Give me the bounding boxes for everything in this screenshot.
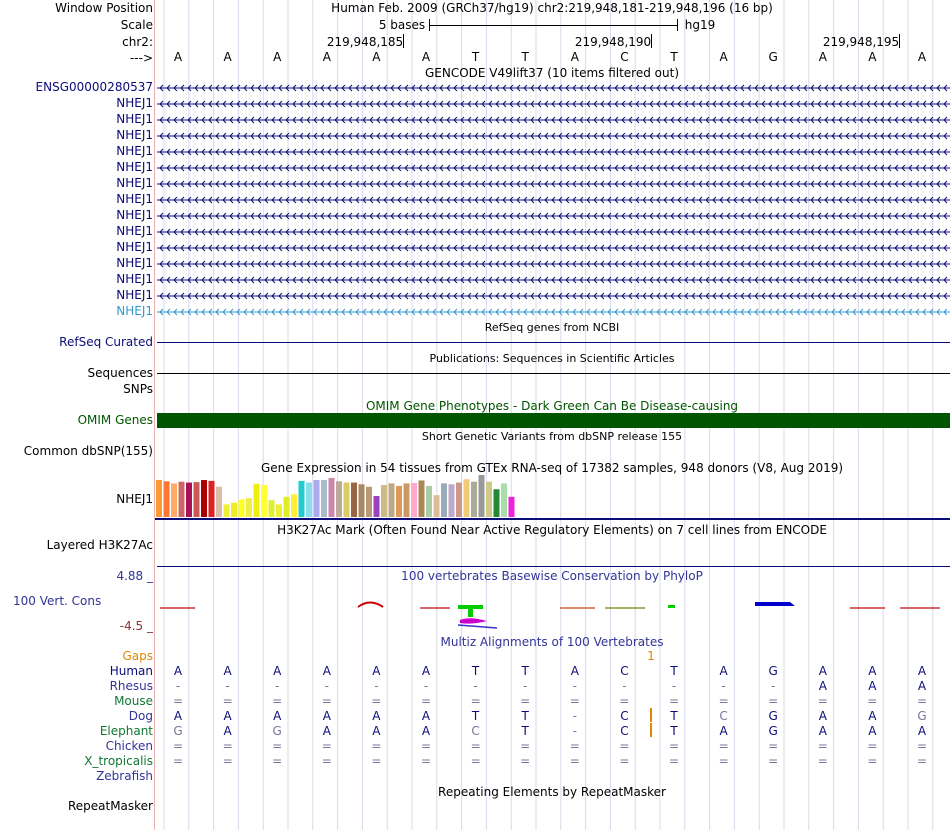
species-label[interactable]: Human — [109, 664, 153, 678]
aligned-base: = — [619, 739, 630, 753]
gtex-tissue-bar — [329, 478, 335, 517]
gtex-tissue-bar — [269, 500, 275, 517]
reference-base: A — [223, 50, 232, 64]
repeatmasker-track-label[interactable]: RepeatMasker — [67, 799, 153, 813]
gtex-track-title[interactable]: Gene Expression in 54 tissues from GTEx RNA-seq of 17382 samples, 948 donors (V8, Aug 2019) — [260, 461, 844, 475]
gtex-tissue-bar — [404, 483, 410, 517]
species-label[interactable]: Dog — [128, 709, 153, 723]
gene-intron-line[interactable] — [157, 179, 950, 189]
refseq-track-line — [157, 342, 950, 343]
aligned-base: = — [867, 754, 878, 768]
aligned-base: = — [718, 739, 729, 753]
gene-intron-line[interactable] — [157, 83, 950, 93]
aligned-base: A — [570, 664, 579, 678]
gene-intron-line[interactable] — [157, 131, 950, 141]
aligned-base: = — [470, 694, 481, 708]
species-label[interactable]: X_tropicalis — [84, 754, 153, 768]
gtex-tissue-bar — [216, 487, 222, 517]
aligned-base: = — [916, 694, 928, 708]
aligned-base: T — [471, 709, 480, 723]
gene-label[interactable]: NHEJ1 — [116, 256, 153, 270]
aligned-base: A — [868, 709, 877, 723]
gtex-tissue-bar — [434, 495, 440, 517]
strand-arrow-label: ---> — [129, 51, 153, 65]
gencode-track-title[interactable]: GENCODE V49lift37 (10 items filtered out) — [424, 66, 680, 80]
gtex-tissue-bar — [494, 489, 500, 517]
reference-base: C — [620, 50, 629, 64]
gtex-tissue-bar — [389, 483, 395, 517]
reference-base: A — [173, 50, 183, 64]
aligned-base: = — [916, 739, 928, 753]
phylop-score-mark — [358, 603, 383, 608]
phylop-score-mark — [755, 602, 795, 606]
phylop-track-label[interactable]: 100 Vert. Cons — [13, 594, 102, 608]
h3k27ac-track-bottom-line — [157, 566, 950, 567]
scale-bar-right-tick — [677, 19, 678, 31]
gtex-tissue-bar — [336, 481, 342, 517]
window-position-title[interactable]: Human Feb. 2009 (GRCh37/hg19) chr2:219,948,181-219,948,196 (16 bp) — [331, 1, 773, 15]
reference-base: A — [818, 50, 827, 64]
gtex-tissue-bar — [156, 480, 162, 517]
species-label[interactable]: Elephant — [99, 724, 153, 738]
aligned-base: - — [423, 679, 429, 693]
phylop-score-mark — [668, 605, 675, 608]
aligned-base: C — [471, 724, 480, 738]
gtex-tissue-bar — [456, 483, 462, 517]
aligned-base: = — [668, 694, 680, 708]
aligned-base: = — [420, 754, 432, 768]
phylop-conservation-plot[interactable] — [155, 595, 950, 630]
aligned-base: C — [719, 709, 728, 723]
chromosome-label: chr2: — [122, 35, 153, 49]
scale-label: Scale — [120, 18, 153, 32]
aligned-base: T — [521, 724, 529, 738]
gtex-tissue-bar — [179, 482, 185, 517]
gtex-tissue-bar — [359, 484, 365, 517]
aligned-base: T — [670, 709, 678, 723]
aligned-base: - — [622, 679, 627, 693]
aligned-base: = — [321, 694, 332, 708]
gtex-tissue-bar — [374, 496, 380, 517]
aligned-base: A — [223, 724, 232, 738]
gene-label[interactable]: NHEJ1 — [116, 192, 153, 206]
aligned-base: A — [322, 664, 331, 678]
multiz-gap-count: 1 — [647, 649, 655, 663]
gtex-tissue-bar — [464, 479, 470, 517]
gtex-tissue-bar — [171, 483, 177, 517]
aligned-base: A — [868, 664, 877, 678]
aligned-base: = — [520, 754, 531, 768]
aligned-base: A — [818, 679, 827, 693]
gene-intron-line[interactable] — [157, 115, 950, 125]
gtex-tissue-bar — [426, 486, 432, 517]
gtex-tissue-bar — [186, 483, 192, 517]
aligned-base: A — [421, 724, 431, 738]
aligned-base: = — [470, 754, 481, 768]
gtex-tissue-bar — [246, 498, 252, 517]
h3k27ac-track-label[interactable]: Layered H3K27Ac — [46, 538, 153, 552]
aligned-base: = — [222, 754, 233, 768]
aligned-base: - — [771, 679, 776, 693]
gene-label[interactable]: NHEJ1 — [116, 304, 153, 318]
aligned-base: = — [569, 739, 580, 753]
gtex-tissue-bar — [194, 482, 200, 517]
repeatmasker-track-title[interactable]: Repeating Elements by RepeatMasker — [438, 785, 666, 799]
aligned-base: A — [818, 664, 827, 678]
aligned-base: G — [768, 724, 778, 738]
aligned-base: = — [817, 739, 828, 753]
gene-intron-line[interactable] — [157, 227, 950, 237]
aligned-base: A — [372, 664, 381, 678]
aligned-base: - — [374, 679, 379, 693]
gtex-tissue-bar — [306, 483, 312, 517]
position-tick — [403, 34, 404, 48]
publications-track-line — [157, 373, 950, 374]
gtex-tissue-bar — [366, 487, 372, 517]
aligned-base: = — [172, 754, 184, 768]
reference-base: A — [273, 50, 282, 64]
aligned-base: A — [421, 664, 431, 678]
aligned-base: A — [223, 709, 232, 723]
aligned-base: A — [372, 724, 381, 738]
gene-intron-line[interactable] — [157, 291, 950, 301]
gene-label[interactable]: NHEJ1 — [116, 160, 153, 174]
species-label[interactable]: Zebrafish — [96, 769, 153, 783]
omim-track-title[interactable]: OMIM Gene Phenotypes - Dark Green Can Be Disease-causing — [365, 399, 739, 413]
gtex-tissue-bar — [344, 483, 350, 517]
gtex-tissue-bar — [239, 499, 245, 517]
position-label: 219,948,185 — [326, 35, 404, 49]
aligned-base: - — [324, 679, 329, 693]
reference-base: T — [521, 50, 529, 64]
refseq-track-title[interactable]: RefSeq genes from NCBI — [484, 321, 620, 334]
aligned-base: - — [671, 679, 677, 693]
aligned-base: = — [768, 739, 779, 753]
aligned-base: = — [420, 739, 432, 753]
gene-label[interactable]: NHEJ1 — [116, 112, 153, 126]
gtex-tissue-bar — [411, 483, 417, 517]
gtex-tissue-bar — [314, 480, 320, 517]
aligned-base: G — [768, 664, 778, 678]
gtex-tissue-bar — [471, 482, 477, 517]
aligned-base: T — [521, 709, 529, 723]
gene-label[interactable]: NHEJ1 — [116, 96, 153, 110]
aligned-base: A — [719, 664, 728, 678]
gene-label[interactable]: NHEJ1 — [116, 272, 153, 286]
publications-track-label[interactable]: Sequences — [87, 366, 153, 380]
aligned-base: A — [173, 664, 183, 678]
reference-base: A — [868, 50, 877, 64]
gtex-tissue-bar — [276, 504, 282, 517]
gene-label[interactable]: NHEJ1 — [116, 208, 153, 222]
aligned-base: A — [719, 724, 728, 738]
aligned-base: - — [225, 679, 230, 693]
aligned-base: = — [520, 739, 531, 753]
aligned-base: = — [668, 739, 680, 753]
aligned-base: = — [172, 739, 184, 753]
window-position-label: Window Position — [55, 1, 153, 15]
reference-base: T — [471, 50, 480, 64]
reference-base: A — [372, 50, 381, 64]
gtex-tissue-bar — [284, 497, 290, 517]
gtex-tissue-bar — [381, 485, 387, 517]
gene-intron-line[interactable] — [157, 243, 950, 253]
gene-label[interactable]: NHEJ1 — [116, 224, 153, 238]
phylop-score-mark — [460, 618, 487, 623]
aligned-base: A — [173, 709, 183, 723]
aligned-base: = — [867, 694, 878, 708]
reference-base: A — [570, 50, 579, 64]
aligned-base: = — [569, 754, 580, 768]
aligned-base: = — [272, 694, 283, 708]
gene-label[interactable]: NHEJ1 — [116, 176, 153, 190]
dbsnp-track-label[interactable]: Common dbSNP(155) — [23, 444, 153, 458]
aligned-base: - — [721, 679, 726, 693]
aligned-base: = — [222, 739, 233, 753]
reference-base: A — [917, 50, 927, 64]
reference-base: A — [719, 50, 728, 64]
gtex-tissue-bar — [449, 484, 455, 517]
gtex-tissue-bar — [164, 481, 170, 517]
gtex-tissue-bar — [509, 497, 515, 517]
gene-intron-line[interactable] — [157, 259, 950, 269]
gtex-expression-bars[interactable] — [155, 474, 950, 520]
aligned-base: A — [322, 709, 331, 723]
aligned-base: = — [619, 694, 630, 708]
gene-intron-line[interactable] — [157, 147, 950, 157]
aligned-base: A — [868, 679, 877, 693]
h3k27ac-track-title[interactable]: H3K27Ac Mark (Often Found Near Active Regulatory Elements) on 7 cell lines from ENCODE — [277, 523, 827, 537]
aligned-base: G — [173, 724, 183, 738]
gene-label[interactable]: NHEJ1 — [116, 128, 153, 142]
aligned-base: A — [322, 724, 331, 738]
omim-gene-bar[interactable] — [157, 413, 950, 428]
gtex-tissue-bar — [321, 480, 327, 517]
aligned-base: = — [817, 694, 828, 708]
gene-label[interactable]: NHEJ1 — [116, 288, 153, 302]
position-tick — [651, 34, 652, 48]
gtex-tissue-bar — [261, 485, 267, 517]
reference-base: T — [670, 50, 678, 64]
gene-label[interactable]: NHEJ1 — [116, 240, 153, 254]
aligned-base: = — [420, 694, 432, 708]
aligned-base: = — [222, 694, 233, 708]
phylop-max-label: 4.88 _ — [116, 569, 153, 583]
aligned-base: G — [272, 724, 282, 738]
gene-intron-line[interactable] — [157, 275, 950, 285]
gtex-tissue-bar — [224, 504, 230, 517]
aligned-base: = — [569, 694, 580, 708]
gtex-tissue-bar — [299, 481, 305, 517]
aligned-base: = — [371, 694, 382, 708]
aligned-base: = — [470, 739, 481, 753]
gtex-tissue-bar — [479, 475, 485, 517]
position-label: 219,948,195 — [822, 35, 900, 49]
aligned-base: = — [619, 754, 630, 768]
aligned-base: = — [272, 739, 283, 753]
aligned-base: A — [917, 724, 927, 738]
phylop-score-mark — [458, 625, 497, 628]
aligned-base: A — [372, 709, 381, 723]
gtex-tissue-bar — [209, 481, 215, 517]
aligned-base: A — [818, 709, 827, 723]
gene-intron-line[interactable] — [157, 211, 950, 221]
gap-marker — [650, 708, 652, 722]
gene-intron-line[interactable] — [157, 163, 950, 173]
aligned-base: = — [718, 694, 729, 708]
aligned-base: - — [175, 679, 181, 693]
reference-base: A — [421, 50, 431, 64]
scale-bar — [429, 25, 677, 26]
species-label[interactable]: Rhesus — [109, 679, 153, 693]
gtex-tissue-bar — [254, 484, 260, 517]
refseq-track-label[interactable]: RefSeq Curated — [59, 335, 153, 349]
multiz-track-title[interactable]: Multiz Alignments of 100 Vertebrates — [440, 635, 664, 649]
scale-text: 5 bases — [378, 18, 426, 32]
assembly-label: hg19 — [684, 18, 716, 32]
gtex-tissue-bar — [501, 483, 507, 517]
aligned-base: G — [917, 709, 927, 723]
aligned-base: = — [371, 739, 382, 753]
phylop-min-label: -4.5 _ — [119, 619, 153, 633]
aligned-base: C — [620, 664, 629, 678]
gtex-tissue-bar — [351, 483, 357, 517]
aligned-base: A — [273, 664, 282, 678]
aligned-base: - — [523, 679, 528, 693]
aligned-base: C — [620, 724, 629, 738]
aligned-base: = — [768, 754, 779, 768]
gene-label[interactable]: NHEJ1 — [116, 144, 153, 158]
aligned-base: A — [421, 709, 431, 723]
gene-intron-line[interactable] — [157, 99, 950, 109]
gtex-tissue-bar — [441, 483, 447, 517]
gtex-tissue-bar — [231, 503, 237, 517]
dbsnp-track-title[interactable]: Short Genetic Variants from dbSNP release 155 — [421, 430, 683, 443]
aligned-base: = — [272, 754, 283, 768]
gene-intron-line[interactable] — [157, 307, 950, 317]
phylop-score-mark — [468, 607, 473, 617]
gene-label[interactable]: ENSG00000280537 — [35, 80, 153, 94]
snps-track-label[interactable]: SNPs — [123, 382, 153, 396]
aligned-base: = — [668, 754, 680, 768]
reference-base: G — [768, 50, 778, 64]
aligned-base: C — [620, 709, 629, 723]
aligned-base: - — [275, 679, 280, 693]
aligned-base: = — [172, 694, 184, 708]
reference-base: A — [322, 50, 331, 64]
gtex-tissue-bar — [419, 480, 425, 517]
aligned-base: G — [768, 709, 778, 723]
gtex-tissue-bar — [201, 480, 207, 517]
gene-intron-line[interactable] — [157, 195, 950, 205]
multiz-gaps-label: Gaps — [122, 649, 153, 663]
position-label: 219,948,190 — [574, 35, 652, 49]
aligned-base: = — [817, 754, 828, 768]
aligned-base: T — [670, 724, 678, 738]
aligned-base: A — [868, 724, 877, 738]
aligned-base: = — [520, 694, 531, 708]
phylop-track-title[interactable]: 100 vertebrates Basewise Conservation by PhyloP — [401, 569, 703, 583]
gtex-track-label[interactable]: NHEJ1 — [116, 492, 153, 506]
aligned-base: A — [273, 709, 282, 723]
position-tick — [899, 34, 900, 48]
aligned-base: = — [371, 754, 382, 768]
gtex-tissue-bar — [291, 494, 297, 517]
aligned-base: - — [572, 679, 577, 693]
aligned-base: A — [818, 724, 827, 738]
aligned-base: = — [321, 739, 332, 753]
aligned-base: A — [223, 664, 232, 678]
aligned-base: - — [572, 709, 577, 723]
aligned-base: = — [321, 754, 332, 768]
scale-bar-left-tick — [429, 19, 430, 31]
aligned-base: T — [670, 664, 678, 678]
aligned-base: = — [768, 694, 779, 708]
gap-marker — [650, 723, 652, 737]
aligned-base: A — [917, 664, 927, 678]
gtex-tissue-bar — [486, 482, 492, 517]
aligned-base: = — [867, 739, 878, 753]
aligned-base: T — [471, 664, 480, 678]
aligned-base: - — [572, 724, 577, 738]
aligned-base: T — [521, 664, 529, 678]
aligned-base: A — [917, 679, 927, 693]
species-label[interactable]: Mouse — [114, 694, 153, 708]
aligned-base: - — [473, 679, 478, 693]
aligned-base: = — [916, 754, 928, 768]
omim-track-label[interactable]: OMIM Genes — [77, 413, 153, 427]
gtex-tissue-bar — [396, 486, 402, 517]
aligned-base: = — [718, 754, 729, 768]
publications-track-title[interactable]: Publications: Sequences in Scientific Articles — [429, 352, 675, 365]
species-label[interactable]: Chicken — [105, 739, 153, 753]
